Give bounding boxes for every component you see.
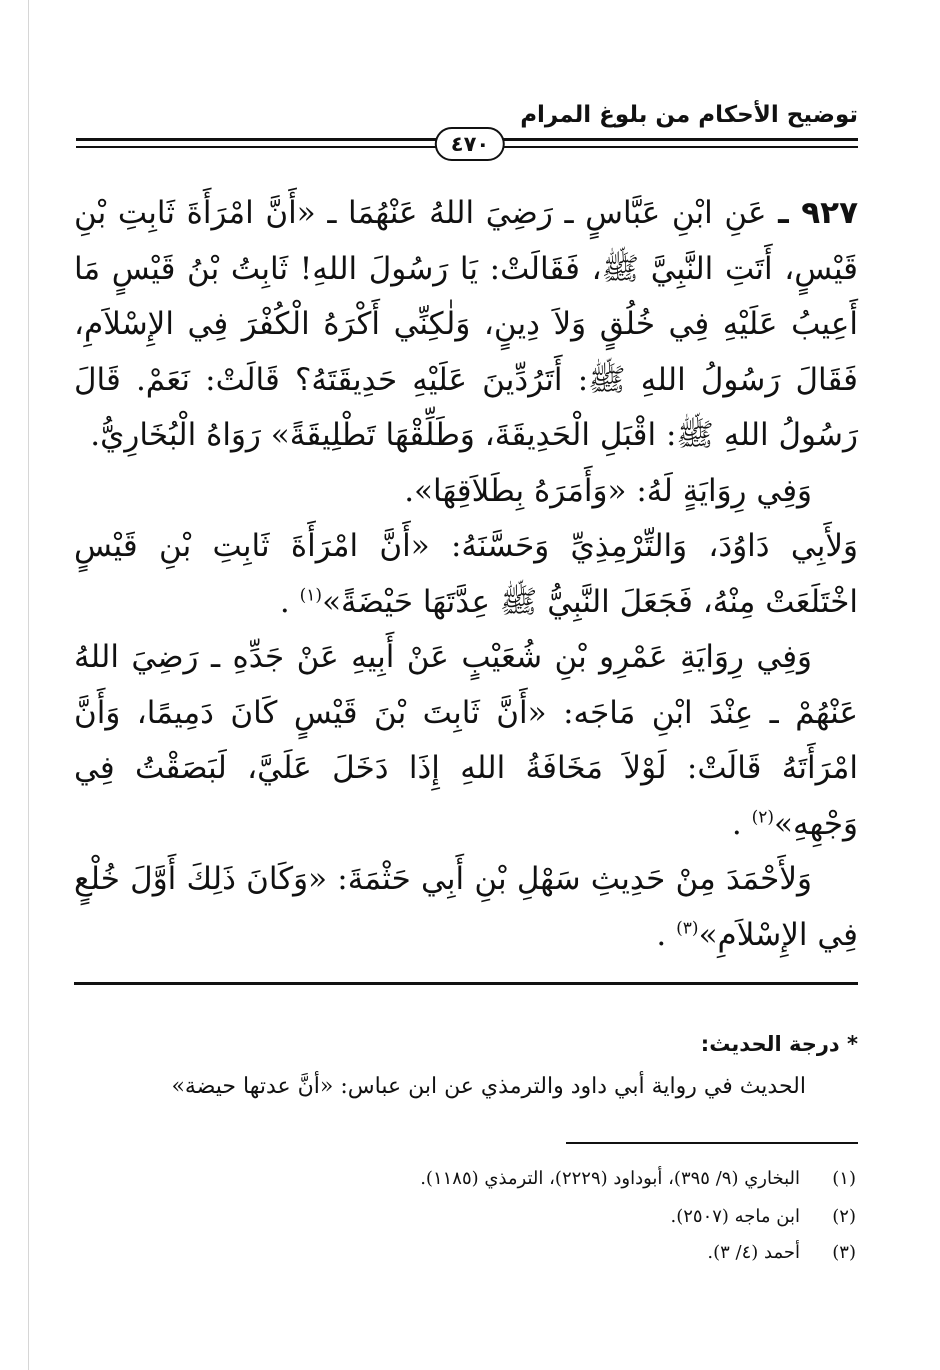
hadith-number: ٩٢٧ ـ <box>778 195 859 231</box>
footnote-marker: (٣) <box>676 918 699 939</box>
footnote-text: ابن ماجه (٢٥٠٧). <box>670 1206 800 1227</box>
hadith-text: عَنِ ابْنِ عَبَّاسٍ ـ رَضِيَ اللهُ عَنْهُمَا ـ «أَنَّ امْرَأَةَ ثَابِتِ بْنِ قَيْسٍ، أَتَتِ النَّبِيَّ ﷺ، فَقَالَتْ: يَا رَسُولَ اللهِ! ثَابِتُ بْنُ قَيْسٍ مَا أَعِيبُ عَلَيْهِ فِي خُلُقٍ وَلاَ دِينٍ، وَلٰكِنِّي أَكْرَهُ الْكُفْرَ فِي الإِسْلاَمِ، فَقَالَ رَسُولُ اللهِ ﷺ: أَتَرُدِّينَ عَلَيْهِ حَدِيقَتَهُ؟ قَالَتْ: نَعَمْ. قَالَ رَسُولُ اللهِ ﷺ: اقْبَلِ الْحَدِيقَةَ، وَطَلِّقْهَا تَطْلِيقَةً» رَوَاهُ الْبُخَارِيُّ. <box>74 195 858 453</box>
riwaya-paragraph: وَلأَحْمَدَ مِنْ حَدِيثِ سَهْلِ بْنِ أَبِي حَثْمَةَ: «وَكَانَ ذَلِكَ أَوَّلَ خُلْعٍ فِي الإِسْلاَمِ»$^{(٣)}$ . <box>74 861 858 953</box>
footnote-item <box>670 1206 856 1227</box>
section-text: الحديث في رواية أبي داود والترمذي عن ابن عباس: «أنَّ عدتها حيضة» <box>171 1074 806 1099</box>
riwaya-text: وَلأَبِي دَاوُدَ، وَالتِّرْمِذِيِّ وَحَسَّنَهُ: «أَنَّ امْرَأَةَ ثَابِتِ بْنِ قَيْسٍ اخْتَلَعَتْ مِنْهُ، فَجَعَلَ النَّبِيُّ ﷺ عِدَّتَهَا حَيْضَةً» <box>74 528 858 620</box>
scan-edge-line <box>28 0 29 1370</box>
footnote-item <box>420 1168 856 1189</box>
riwaya-text: وَلأَحْمَدَ مِنْ حَدِيثِ سَهْلِ بْنِ أَبِي حَثْمَةَ: «وَكَانَ ذَلِكَ أَوَّلَ خُلْعٍ فِي الإِسْلاَمِ» <box>74 861 858 953</box>
footnote-text: أحمد (٤/ ٣). <box>707 1242 800 1263</box>
running-header-title: توضيح الأحكام من بلوغ المرام <box>520 102 858 128</box>
riwaya-paragraph <box>74 464 858 520</box>
page-number-badge: ٤٧٠ <box>435 127 505 161</box>
footnote-text: البخاري (٩/ ٣٩٥)، أبوداود (٢٢٢٩)، الترمذي (١١٨٥). <box>420 1168 800 1189</box>
footnote-item <box>707 1242 856 1263</box>
footnote-number: (٢) <box>832 1206 856 1227</box>
riwaya-text: وَفِي رِوَايَةٍ لَهُ: «وَأَمَرَهُ بِطَلاَقِهَا». <box>404 472 812 509</box>
section-divider <box>74 982 858 985</box>
riwaya-text: وَفِي رِوَايَةِ عَمْرِو بْنِ شُعَيْبٍ عَنْ أَبِيهِ عَنْ جَدِّهِ ـ رَضِيَ اللهُ عَنْهُمْ ـ عِنْدَ ابْنِ مَاجَه: «أَنَّ ثَابِتَ بْنَ قَيْسٍ كَانَ دَمِيمًا، وَأَنَّ امْرَأَتَهُ قَالَتْ: لَوْلاَ مَخَافَةُ اللهِ إِذَا دَخَلَ عَلَيَّ، لَبَصَقْتُ فِي وَجْهِهِ» <box>74 639 858 842</box>
footnote-marker: (٢) <box>751 807 774 828</box>
footnote-number: (١) <box>832 1168 856 1189</box>
footnote-marker: (١) <box>299 585 323 606</box>
footnote-number: (٣) <box>832 1242 856 1263</box>
hadith-body <box>74 186 858 963</box>
riwaya-paragraph: وَلأَبِي دَاوُدَ، وَالتِّرْمِذِيِّ وَحَسَّنَهُ: «أَنَّ امْرَأَةَ ثَابِتِ بْنِ قَيْسٍ اخْتَلَعَتْ مِنْهُ، فَجَعَلَ النَّبِيُّ ﷺ عِدَّتَهَا حَيْضَةً»$^{(١)}$ . <box>74 528 858 620</box>
footnote-divider <box>566 1142 858 1144</box>
hadith-paragraph <box>74 186 858 464</box>
section-heading: * درجة الحديث: <box>700 1032 858 1056</box>
riwaya-paragraph: وَفِي رِوَايَةِ عَمْرِو بْنِ شُعَيْبٍ عَنْ أَبِيهِ عَنْ جَدِّهِ ـ رَضِيَ اللهُ عَنْهُمْ ـ عِنْدَ ابْنِ مَاجَه: «أَنَّ ثَابِتَ بْنَ قَيْسٍ كَانَ دَمِيمًا، وَأَنَّ امْرَأَتَهُ قَالَتْ: لَوْلاَ مَخَافَةُ اللهِ إِذَا دَخَلَ عَلَيَّ، لَبَصَقْتُ فِي وَجْهِهِ»$^{(٢)}$ . <box>74 639 858 842</box>
